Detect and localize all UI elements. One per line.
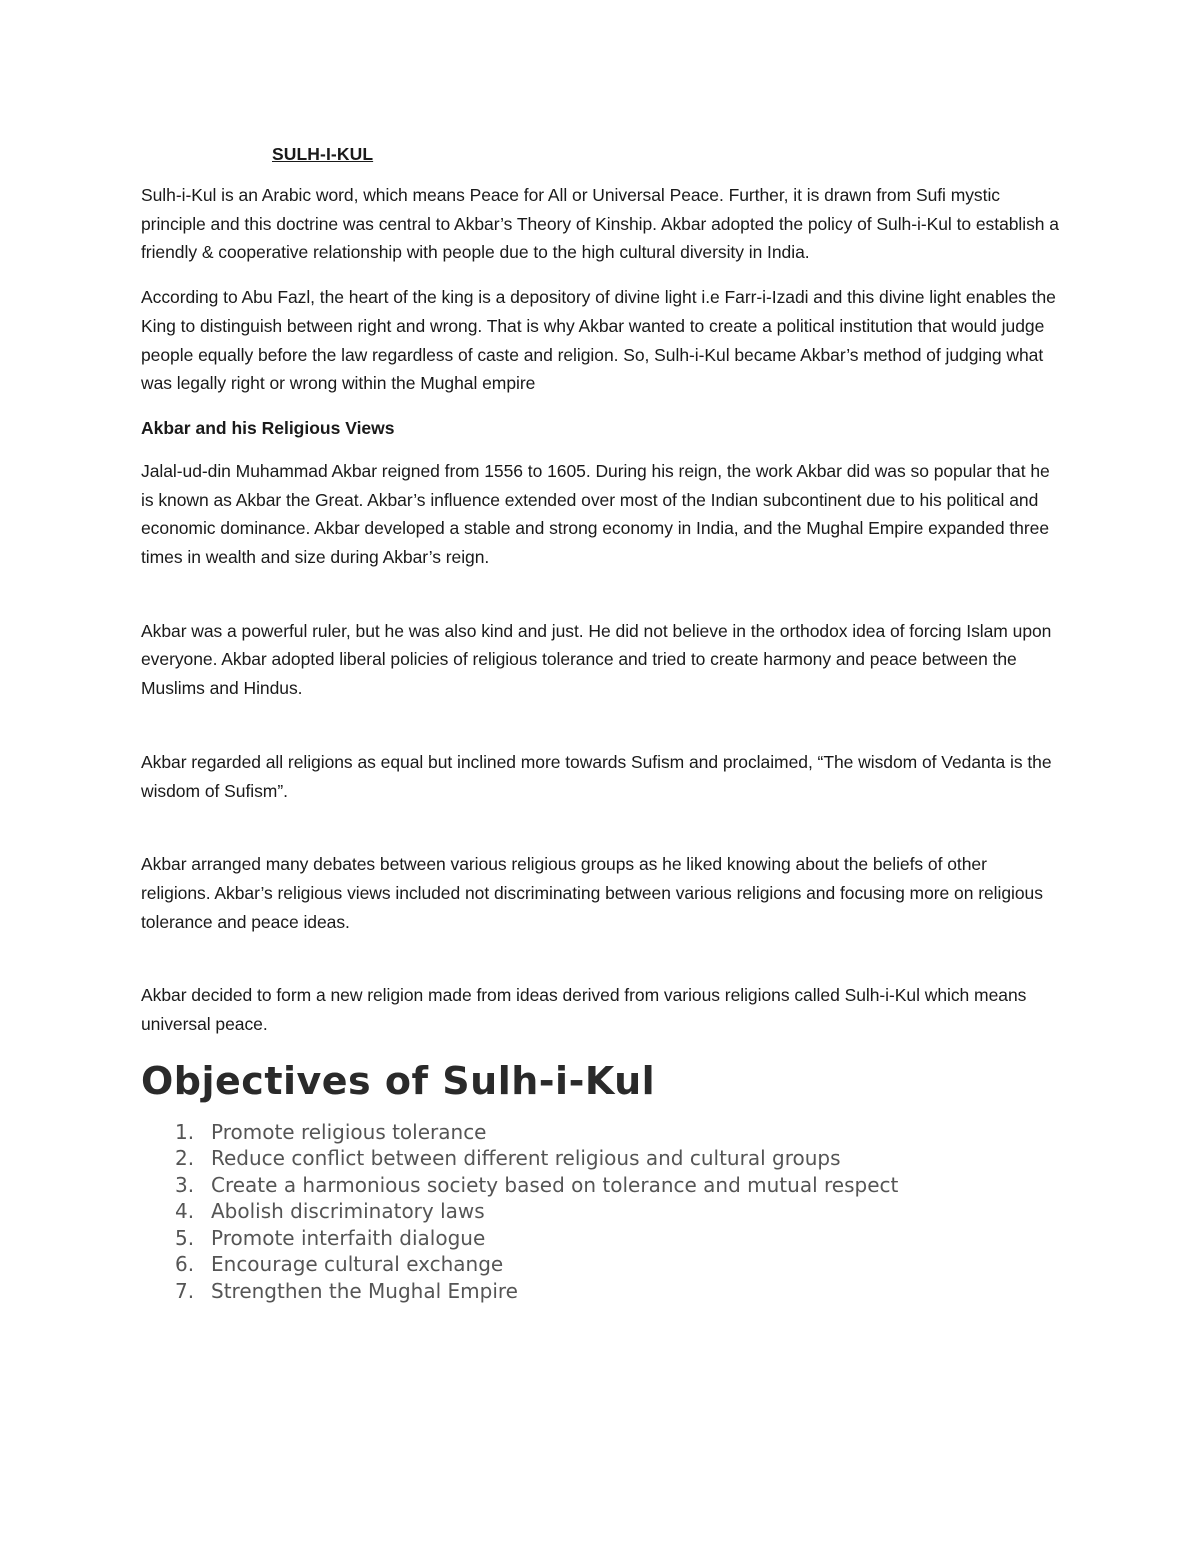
objectives-list <box>141 1119 1061 1305</box>
paragraph-new-religion: Akbar decided to form a new religion made from ideas derived from various religions called Sulh-i-Kul which means universal peace. <box>141 985 1027 1035</box>
objective-number: 6. <box>175 1252 195 1277</box>
objective-item <box>141 1145 1061 1172</box>
objective-text: Abolish discriminatory laws <box>211 1199 485 1224</box>
objective-text: Create a harmonious society based on tolerance and mutual respect <box>211 1172 899 1197</box>
paragraph-sufism: Akbar regarded all religions as equal but inclined more towards Sufism and proclaimed, “The wisdom of Vedanta is the wisdom of Sufism”. <box>141 751 1052 801</box>
section-heading-religious-views: Akbar and his Religious Views <box>141 417 395 438</box>
paragraph-reign: Jalal-ud-din Muhammad Akbar reigned from 1556 to 1605. During his reign, the work Akbar did was so popular that he is known as Akbar the Great. Akbar’s influence extended over most of the Indian subcontinent due to his political and economic dominance. Akbar developed a stable and strong economy in India, and the Mughal Empire expanded three times in wealth and size during Akbar’s reign. <box>141 460 1050 568</box>
paragraph-powerful-ruler: Akbar was a powerful ruler, but he was also kind and just. He did not believe in the orthodox idea of forcing Islam upon everyone. Akbar adopted liberal policies of religious tolerance and tried to create harmony and peace between the Muslims and Hindus. <box>141 620 1052 699</box>
objective-text: Promote interfaith dialogue <box>211 1225 486 1250</box>
objective-text: Promote religious tolerance <box>211 1119 487 1144</box>
objective-number: 5. <box>175 1225 195 1250</box>
objective-text: Strengthen the Mughal Empire <box>211 1278 518 1303</box>
objective-text: Reduce conflict between different religious and cultural groups <box>211 1146 841 1171</box>
objective-number: 4. <box>175 1199 195 1224</box>
objective-item <box>141 1198 1061 1225</box>
objective-number: 1. <box>175 1119 195 1144</box>
objective-number: 7. <box>175 1278 195 1303</box>
objective-item <box>141 1251 1061 1278</box>
objective-number: 2. <box>175 1146 195 1171</box>
document-title: SULH-I-KUL <box>272 144 374 164</box>
paragraph-debates: Akbar arranged many debates between various religious groups as he liked knowing about the beliefs of other religions. Akbar’s religious views included not discriminating between various religions and focusing more on religious tolerance and peace ideas. <box>141 854 1043 932</box>
objective-item <box>141 1119 1061 1146</box>
objective-item <box>141 1172 1061 1199</box>
paragraph-intro-1: Sulh-i-Kul is an Arabic word, which means Peace for All or Universal Peace. Further, it is drawn from Sufi mystic principle and this doctrine was central to Akbar’s Theory of Kinship. Akbar adopted the policy of Sulh-i-Kul to establish a friendly & cooperative relationship with people due to the high cultural diversity in India. <box>141 185 1059 263</box>
objective-item <box>141 1278 1061 1305</box>
paragraph-intro-2: According to Abu Fazl, the heart of the king is a depository of divine light i.e Farr-i-Izadi and this divine light enables the King to distinguish between right and wrong. That is why Akbar wanted to create a political institution that would judge people equally before the law regardless of caste and religion. So, Sulh-i-Kul became Akbar’s method of judging what was legally right or wrong within the Mughal empire <box>141 287 1056 394</box>
document-body <box>141 140 1061 1304</box>
objective-item <box>141 1225 1061 1252</box>
objectives-heading: Objectives of Sulh-i-Kul <box>141 1058 656 1103</box>
objective-text: Encourage cultural exchange <box>211 1252 504 1277</box>
objective-number: 3. <box>175 1172 195 1197</box>
